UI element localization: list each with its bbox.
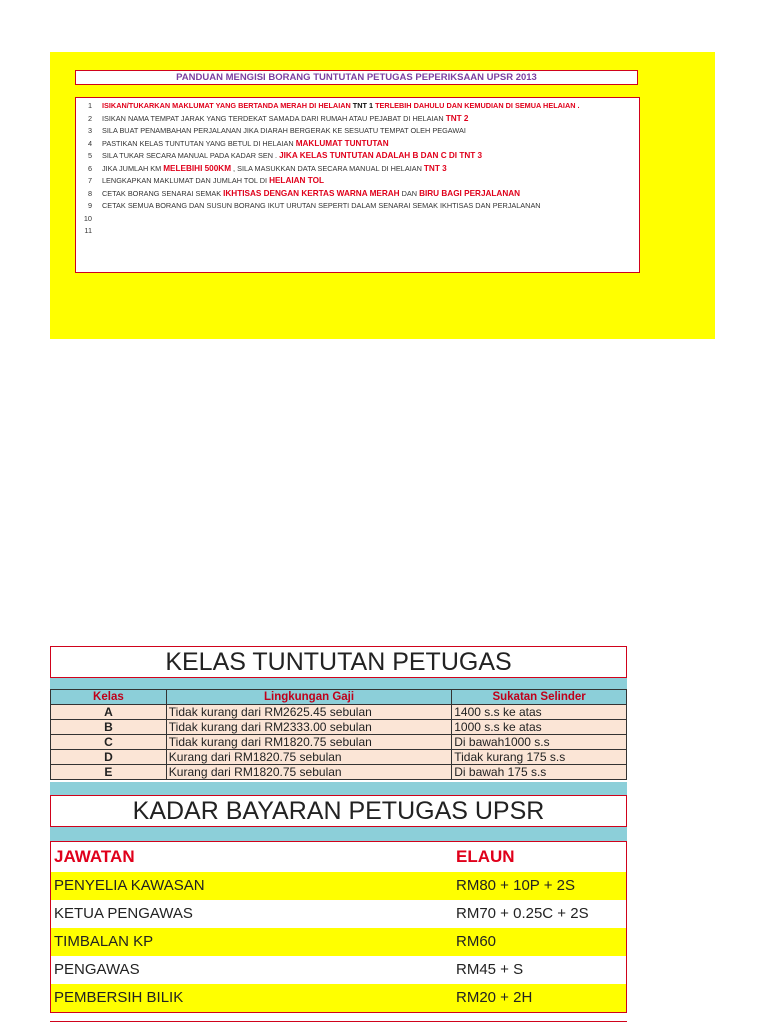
guide-item-text: [102, 200, 541, 212]
gaji-cell: Kurang dari RM1820.75 sebulan: [166, 765, 451, 780]
guide-item-segment: ISIKAN/TUKARKAN MAKLUMAT YANG BERTANDA MERAH DI HELAIAN: [102, 101, 353, 110]
table-row: [51, 900, 626, 928]
kelas-header-kelas: Kelas: [51, 690, 167, 705]
guide-item-segment: LENGKAPKAN MAKLUMAT DAN JUMLAH TOL DI: [102, 176, 270, 185]
kelas-header-gaji: Lingkungan Gaji: [166, 690, 451, 705]
kadar-section-title: KADAR BAYARAN PETUGAS UPSR: [50, 795, 627, 827]
gaji-cell: Tidak kurang dari RM2625.45 sebulan: [166, 705, 451, 720]
selinder-cell: Tidak kurang 175 s.s: [452, 750, 627, 765]
guide-title: PANDUAN MENGISI BORANG TUNTUTAN PETUGAS PEPERIKSAAN UPSR 2013: [75, 70, 638, 85]
kelas-cell: A: [51, 705, 167, 720]
jawatan-cell: PEMBERSIH BILIK: [54, 989, 184, 1006]
guide-item-number: 10: [83, 213, 92, 223]
guide-item-number: 9: [87, 201, 92, 210]
jawatan-cell: KETUA PENGAWAS: [54, 905, 193, 922]
guide-item-segment: JIKA KELAS TUNTUTAN ADALAH B DAN C DI TNT 3: [279, 151, 483, 160]
kelas-header-selinder: Sukatan Selinder: [452, 690, 627, 705]
guide-item-text: [102, 125, 466, 137]
kelas-cell: E: [51, 765, 167, 780]
elaun-cell: RM20 + 2H: [456, 989, 533, 1006]
guide-item-segment: MELEBIHI 500KM: [163, 163, 232, 173]
guide-item-number: 6: [87, 163, 92, 173]
guide-item-segment: PASTIKAN KELAS TUNTUTAN YANG BETUL DI HELAIAN: [102, 138, 296, 148]
guide-item-number: 11: [84, 226, 92, 235]
guide-item-segment: CETAK BORANG SENARAI SEMAK: [102, 188, 224, 198]
table-row: [51, 720, 627, 735]
table-row: [51, 984, 626, 1012]
guide-item-text: [102, 188, 520, 200]
guide-item-text: [102, 163, 447, 175]
jawatan-cell: PENYELIA KAWASAN: [54, 877, 205, 894]
elaun-cell: RM60: [456, 933, 497, 950]
guide-item-segment: SILA TUKAR SECARA MANUAL PADA KADAR SEN .: [102, 151, 280, 160]
gaji-cell: Tidak kurang dari RM2333.00 sebulan: [166, 720, 451, 735]
table-row: [51, 928, 626, 956]
gaji-cell: Tidak kurang dari RM1820.75 sebulan: [166, 735, 451, 750]
guide-item-text: [102, 150, 482, 162]
guide-item-segment: ISIKAN NAMA TEMPAT JARAK YANG TERDEKAT SAMADA DARI RUMAH ATAU PEJABAT DI HELAIAN: [102, 113, 446, 123]
table-row: [51, 956, 626, 984]
jawatan-cell: PENGAWAS: [54, 961, 140, 978]
guide-item-number: 1: [87, 101, 92, 110]
guide-item-segment: IKHTISAS DENGAN KERTAS WARNA MERAH: [223, 188, 400, 198]
guide-item-number: 3: [87, 126, 92, 135]
guide-item-number: 4: [87, 138, 92, 148]
guide-item-segment: JIKA JUMLAH KM: [102, 163, 164, 173]
selinder-cell: 1000 s.s ke atas: [452, 720, 627, 735]
table-row: [51, 735, 627, 750]
kelas-teal-strip: [50, 678, 627, 689]
kelas-cell: C: [51, 735, 167, 750]
gaji-cell: Kurang dari RM1820.75 sebulan: [166, 750, 451, 765]
kadar-header-row: [51, 843, 626, 871]
kelas-section-title: KELAS TUNTUTAN PETUGAS: [50, 646, 627, 678]
kelas-cell: D: [51, 750, 167, 765]
guide-item-text: [102, 100, 580, 112]
guide-item-segment: TNT 2: [445, 113, 469, 123]
kelas-header-row: [51, 690, 627, 705]
guide-item-segment: DAN: [399, 188, 420, 198]
guide-item-number: 7: [87, 176, 92, 185]
guide-item-segment: BIRU BAGI PERJALANAN: [419, 188, 521, 198]
kelas-table: [50, 689, 627, 780]
elaun-cell: RM80 + 10P + 2S: [456, 877, 575, 894]
kadar-header-jawatan: JAWATAN: [54, 847, 135, 866]
guide-item-segment: TNT 1: [352, 101, 376, 110]
elaun-cell: RM70 + 0.25C + 2S: [456, 905, 589, 922]
elaun-cell: RM45 + S: [456, 961, 524, 978]
guide-item-segment: CETAK SEMUA BORANG DAN SUSUN BORANG IKUT URUTAN SEPERTI DALAM SENARAI SEMAK IKHTISAS DAN PERJALANAN: [102, 201, 541, 210]
kadar-table: [50, 841, 627, 1013]
kadar-teal-strip: [50, 827, 627, 841]
table-row: [51, 750, 627, 765]
guide-item-number: 2: [87, 113, 92, 123]
guide-item-text: [102, 175, 324, 187]
guide-item-segment: MAKLUMAT TUNTUTAN: [295, 138, 389, 148]
selinder-cell: Di bawah1000 s.s: [452, 735, 627, 750]
guide-instructions-box: [75, 97, 640, 273]
table-row: [51, 705, 627, 720]
guide-item-segment: HELAIAN TOL: [269, 176, 324, 185]
guide-item-text: [102, 113, 468, 125]
guide-item-segment: TERLEBIH DAHULU DAN KEMUDIAN DI SEMUA HELAIAN .: [375, 101, 580, 110]
kadar-header-elaun: ELAUN: [456, 847, 515, 866]
guide-item-segment: , SILA MASUKKAN DATA SECARA MANUAL DI HELAIAN: [231, 163, 424, 173]
guide-item-segment: SILA BUAT PENAMBAHAN PERJALANAN JIKA DIARAH BERGERAK KE SESUATU TEMPAT OLEH PEGAWAI: [102, 126, 466, 135]
guide-item-text: [102, 138, 389, 150]
jawatan-cell: TIMBALAN KP: [54, 933, 154, 950]
table-row: [51, 872, 626, 900]
guide-item-number: 5: [87, 151, 92, 160]
kelas-bottom-strip: [50, 782, 627, 795]
selinder-cell: 1400 s.s ke atas: [452, 705, 627, 720]
guide-item-segment: TNT 3: [423, 163, 447, 173]
guide-item-number: 8: [87, 188, 92, 198]
table-row: [51, 765, 627, 780]
kelas-cell: B: [51, 720, 167, 735]
selinder-cell: Di bawah 175 s.s: [452, 765, 627, 780]
